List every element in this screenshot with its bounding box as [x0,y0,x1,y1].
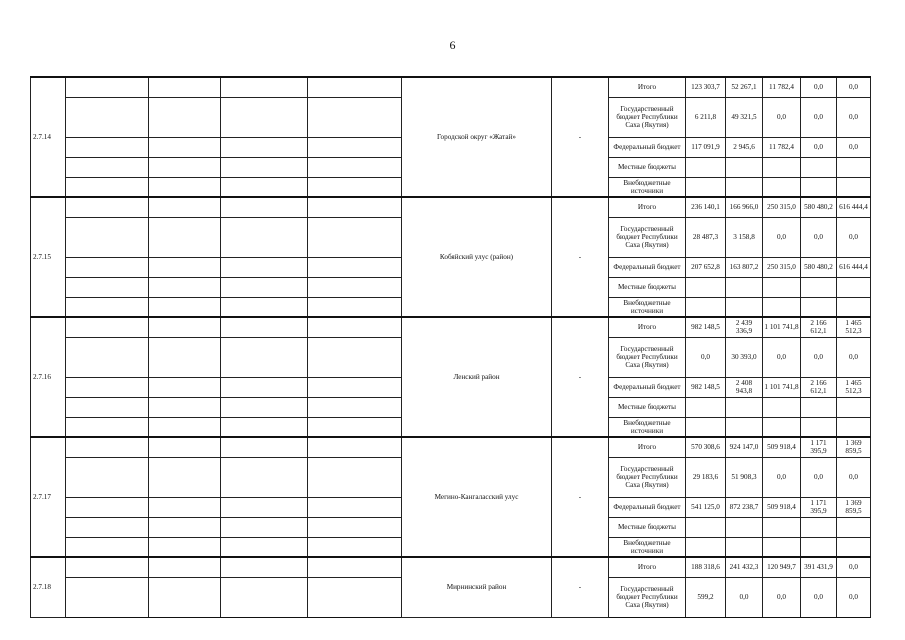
empty-cell [149,377,221,397]
row-mark: - [552,197,609,317]
value-cell [726,157,763,177]
value-cell: 0,0 [763,97,801,137]
empty-cell [308,537,402,557]
value-cell: 0,0 [763,577,801,617]
value-cell: 580 480,2 [801,257,837,277]
value-cell: 0,0 [801,577,837,617]
value-cell: 1 101 741,8 [763,317,801,337]
value-cell: 1 171 395,9 [801,497,837,517]
value-cell: 0,0 [801,337,837,377]
row-code: 2.7.15 [31,197,66,317]
value-cell: 0,0 [837,137,871,157]
value-cell: 120 949,7 [763,557,801,577]
municipality-name: Ленский район [402,317,552,437]
empty-cell [66,137,149,157]
empty-cell [66,277,149,297]
value-cell [801,277,837,297]
value-cell: 2 945,6 [726,137,763,157]
table-row [31,77,871,97]
empty-cell [66,317,149,337]
value-cell: 2 439 336,9 [726,317,763,337]
empty-cell [221,177,308,197]
empty-cell [308,437,402,457]
value-cell: 207 652,8 [686,257,726,277]
empty-cell [66,377,149,397]
funding-source: Федеральный бюджет [609,137,686,157]
empty-cell [149,277,221,297]
funding-source: Итого [609,77,686,97]
value-cell [726,177,763,197]
empty-cell [221,217,308,257]
empty-cell [221,97,308,137]
empty-cell [308,517,402,537]
empty-cell [221,297,308,317]
empty-cell [66,97,149,137]
funding-source: Государственный бюджет Республики Саха (Якутия) [609,337,686,377]
empty-cell [221,517,308,537]
empty-cell [66,557,149,577]
empty-cell [149,257,221,277]
empty-cell [66,517,149,537]
value-cell: 0,0 [837,77,871,97]
value-cell [763,517,801,537]
empty-cell [221,397,308,417]
value-cell [686,157,726,177]
value-cell: 391 431,9 [801,557,837,577]
empty-cell [149,537,221,557]
value-cell [837,157,871,177]
value-cell: 0,0 [726,577,763,617]
row-mark: - [552,437,609,557]
value-cell [837,277,871,297]
empty-cell [221,457,308,497]
empty-cell [149,297,221,317]
value-cell [686,297,726,317]
municipality-name: Мирнинский район [402,557,552,617]
empty-cell [221,577,308,617]
value-cell [726,297,763,317]
value-cell [801,397,837,417]
funding-source: Государственный бюджет Республики Саха (Якутия) [609,457,686,497]
table-row [31,317,871,337]
empty-cell [66,157,149,177]
value-cell [763,537,801,557]
value-cell [763,177,801,197]
value-cell: 236 140,1 [686,197,726,217]
empty-cell [66,297,149,317]
value-cell: 0,0 [837,577,871,617]
empty-cell [308,137,402,157]
row-code: 2.7.18 [31,557,66,617]
empty-cell [308,197,402,217]
value-cell: 1 369 859,5 [837,437,871,457]
funding-source: Внебюджетные источники [609,417,686,437]
empty-cell [149,577,221,617]
value-cell: 30 393,0 [726,337,763,377]
table-row [31,437,871,457]
empty-cell [221,497,308,517]
value-cell: 0,0 [837,217,871,257]
value-cell: 123 303,7 [686,77,726,97]
value-cell: 0,0 [837,557,871,577]
funding-source: Государственный бюджет Республики Саха (Якутия) [609,97,686,137]
empty-cell [221,137,308,157]
value-cell: 616 444,4 [837,197,871,217]
value-cell: 982 148,5 [686,317,726,337]
empty-cell [221,377,308,397]
empty-cell [308,157,402,177]
value-cell [726,277,763,297]
empty-cell [149,517,221,537]
empty-cell [308,257,402,277]
empty-cell [66,417,149,437]
empty-cell [66,77,149,97]
funding-source: Местные бюджеты [609,157,686,177]
value-cell: 250 315,0 [763,257,801,277]
empty-cell [308,337,402,377]
value-cell: 0,0 [763,337,801,377]
empty-cell [308,557,402,577]
value-cell: 28 487,3 [686,217,726,257]
row-code: 2.7.14 [31,77,66,197]
municipality-name: Городской округ «Жатай» [402,77,552,197]
empty-cell [149,337,221,377]
municipality-name: Мегино-Кангаласский улус [402,437,552,557]
value-cell: 509 918,4 [763,497,801,517]
value-cell: 924 147,0 [726,437,763,457]
value-cell: 52 267,1 [726,77,763,97]
funding-source: Федеральный бюджет [609,377,686,397]
value-cell: 509 918,4 [763,437,801,457]
value-cell [837,537,871,557]
row-mark: - [552,317,609,437]
funding-source: Федеральный бюджет [609,257,686,277]
row-code: 2.7.17 [31,437,66,557]
empty-cell [149,97,221,137]
empty-cell [149,177,221,197]
value-cell [801,417,837,437]
value-cell: 616 444,4 [837,257,871,277]
funding-source: Государственный бюджет Республики Саха (Якутия) [609,217,686,257]
value-cell [726,397,763,417]
value-cell: 1 101 741,8 [763,377,801,397]
empty-cell [149,197,221,217]
value-cell [837,177,871,197]
funding-source: Местные бюджеты [609,517,686,537]
value-cell: 3 158,8 [726,217,763,257]
value-cell [837,297,871,317]
value-cell [763,417,801,437]
empty-cell [308,417,402,437]
empty-cell [308,457,402,497]
empty-cell [66,197,149,217]
value-cell: 29 183,6 [686,457,726,497]
value-cell: 0,0 [801,457,837,497]
value-cell: 0,0 [801,217,837,257]
funding-source: Местные бюджеты [609,397,686,417]
value-cell: 0,0 [686,337,726,377]
value-cell [686,177,726,197]
value-cell: 6 211,8 [686,97,726,137]
value-cell [726,517,763,537]
value-cell: 0,0 [837,337,871,377]
empty-cell [308,177,402,197]
value-cell: 0,0 [801,97,837,137]
empty-cell [221,157,308,177]
value-cell [801,157,837,177]
row-mark: - [552,557,609,617]
value-cell: 1 171 395,9 [801,437,837,457]
empty-cell [308,277,402,297]
value-cell: 11 782,4 [763,77,801,97]
value-cell [837,397,871,417]
empty-cell [308,397,402,417]
empty-cell [308,97,402,137]
value-cell: 0,0 [837,457,871,497]
page-number: 6 [449,38,456,52]
empty-cell [149,417,221,437]
value-cell: 0,0 [763,457,801,497]
value-cell [686,517,726,537]
funding-source: Итого [609,437,686,457]
value-cell: 1 465 512,3 [837,377,871,397]
value-cell: 570 308,6 [686,437,726,457]
empty-cell [308,577,402,617]
funding-source: Итого [609,197,686,217]
empty-cell [221,277,308,297]
funding-source: Местные бюджеты [609,277,686,297]
funding-source: Государственный бюджет Республики Саха (Якутия) [609,577,686,617]
funding-source: Федеральный бюджет [609,497,686,517]
empty-cell [308,217,402,257]
empty-cell [149,557,221,577]
funding-source: Итого [609,557,686,577]
empty-cell [149,317,221,337]
empty-cell [66,437,149,457]
value-cell: 2 166 612,1 [801,377,837,397]
empty-cell [66,217,149,257]
value-cell: 250 315,0 [763,197,801,217]
budget-table [30,76,871,618]
empty-cell [308,297,402,317]
value-cell: 0,0 [763,217,801,257]
empty-cell [221,77,308,97]
funding-source: Внебюджетные источники [609,537,686,557]
table-row [31,197,871,217]
value-cell [801,517,837,537]
empty-cell [149,157,221,177]
row-code: 2.7.16 [31,317,66,437]
empty-cell [221,437,308,457]
empty-cell [149,457,221,497]
empty-cell [221,557,308,577]
empty-cell [308,497,402,517]
value-cell: 0,0 [801,77,837,97]
value-cell: 1 465 512,3 [837,317,871,337]
funding-source: Внебюджетные источники [609,177,686,197]
value-cell [837,517,871,537]
value-cell [837,417,871,437]
empty-cell [66,337,149,377]
empty-cell [66,397,149,417]
value-cell [801,537,837,557]
empty-cell [149,437,221,457]
funding-source: Итого [609,317,686,337]
value-cell: 188 318,6 [686,557,726,577]
empty-cell [308,377,402,397]
value-cell: 0,0 [801,137,837,157]
empty-cell [66,177,149,197]
table-row [31,557,871,577]
empty-cell [149,397,221,417]
value-cell [801,177,837,197]
empty-cell [221,417,308,437]
value-cell: 49 321,5 [726,97,763,137]
value-cell: 2 166 612,1 [801,317,837,337]
value-cell [763,297,801,317]
empty-cell [221,257,308,277]
row-mark: - [552,77,609,197]
empty-cell [308,77,402,97]
value-cell [763,277,801,297]
municipality-name: Кобяйский улус (район) [402,197,552,317]
empty-cell [66,457,149,497]
empty-cell [149,217,221,257]
value-cell: 872 238,7 [726,497,763,517]
value-cell [686,417,726,437]
empty-cell [149,77,221,97]
value-cell [686,277,726,297]
empty-cell [221,197,308,217]
value-cell [686,537,726,557]
value-cell: 166 966,0 [726,197,763,217]
empty-cell [66,257,149,277]
empty-cell [221,317,308,337]
value-cell [763,397,801,417]
value-cell: 0,0 [837,97,871,137]
value-cell: 117 091,9 [686,137,726,157]
value-cell [686,397,726,417]
value-cell [801,297,837,317]
value-cell: 599,2 [686,577,726,617]
value-cell: 241 432,3 [726,557,763,577]
value-cell: 541 125,0 [686,497,726,517]
value-cell [726,537,763,557]
value-cell: 11 782,4 [763,137,801,157]
value-cell [763,157,801,177]
empty-cell [66,497,149,517]
empty-cell [308,317,402,337]
value-cell: 2 408 943,8 [726,377,763,397]
value-cell: 163 807,2 [726,257,763,277]
empty-cell [221,537,308,557]
value-cell: 580 480,2 [801,197,837,217]
value-cell: 982 148,5 [686,377,726,397]
empty-cell [221,337,308,377]
empty-cell [66,537,149,557]
empty-cell [66,577,149,617]
funding-source: Внебюджетные источники [609,297,686,317]
value-cell [726,417,763,437]
value-cell: 1 369 859,5 [837,497,871,517]
empty-cell [149,137,221,157]
value-cell: 51 908,3 [726,457,763,497]
empty-cell [149,497,221,517]
